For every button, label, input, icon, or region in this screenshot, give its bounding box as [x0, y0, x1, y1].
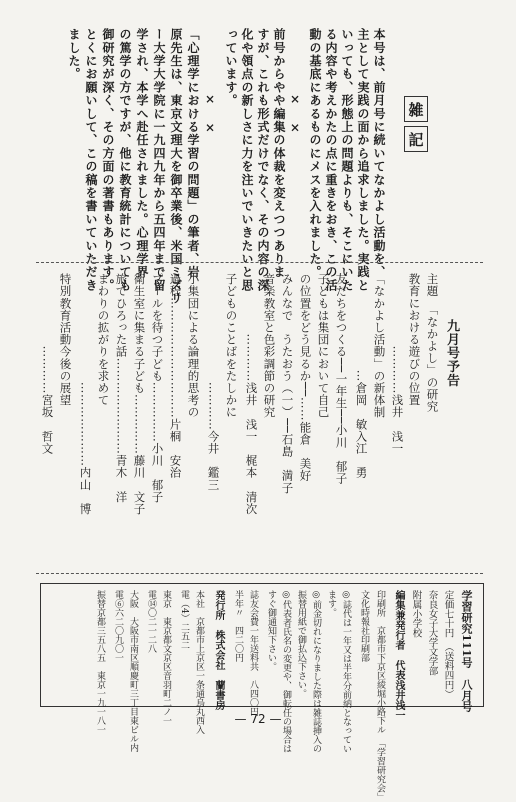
preview-item: プールを待つ子ども……………小川 郁子 [150, 273, 165, 503]
colophon-line: 学習研究111号 八月号 [460, 590, 473, 712]
colophon-line: 誌友会費一年送料共 八四〇円 [248, 590, 258, 716]
preview-item: まわりの拡がりを求めて [96, 273, 111, 407]
editorial-line: 本号は、前月号に続いてなかよし活動を、 [372, 28, 386, 279]
preview-title: 九月号予告 [444, 319, 459, 387]
colophon-line: 振替京都三五八五 東京一九一八一 [95, 590, 105, 734]
colophon-line: 文化時報社印刷部 [359, 590, 369, 662]
editorial-line: っています。 [224, 28, 238, 108]
colophon-line: ます。 [326, 590, 336, 617]
preview-item: 小集団による論理的思考の [186, 273, 201, 419]
preview-item: …………今井 鑑三 [206, 273, 221, 491]
colophon-line: すぐ御通知下さい。 [266, 590, 276, 671]
colophon-line: 印刷所 京都市下京区綾堀小路下ル 「学習研究会」 [375, 590, 385, 802]
section-divider-mark: × × [203, 92, 217, 136]
colophon-line: 定価七十円 （送料四円） [442, 590, 454, 700]
editorial-heading-char-1: 雑 [404, 96, 428, 122]
editorial-line: いっても、形態上の問題よりも、そこにいた [340, 28, 354, 292]
colophon-line: ◎代表者氏名の変更や、御転任の場合は [281, 590, 291, 753]
preview-item: の位置をどう見るか──……能倉 美好 [298, 273, 313, 482]
preview-item: 教育における遊びの位置 [407, 273, 422, 407]
preview-item: 過程…………………………片桐 安治 [168, 273, 183, 479]
preview-item: 「なかよし活動」の新体制 [372, 273, 387, 419]
preview-item: …………浅井 浅一 [390, 273, 405, 455]
colophon-line: 附属小学校 [410, 590, 422, 638]
editorial-line: 化や領点の新しさに力を注いでいきたいと思 [240, 28, 254, 292]
colophon-line: 東京 東京都文京区音羽町二ノ一 [161, 590, 171, 725]
editorial-line: すが、これも形式だけでなく、その内容の深 [256, 28, 270, 292]
section-divider-mark: × × [288, 92, 302, 136]
editorial-line: の篤学の方ですが、他に教育統計についても [118, 28, 132, 292]
colophon-line: 奈良女子大学文学部 [426, 590, 438, 676]
preview-item: みんなで うたおう（一）──石島 満子 [280, 273, 295, 494]
editorial-line: ー大学大学院に一九四九年から五四年まで留 [152, 28, 166, 292]
colophon-line: 電⑥六二〇九〇一 [113, 590, 123, 662]
editorial-line: 学され、本学へ赴任されました。心理学界 [135, 28, 149, 279]
editorial-line: ました。 [67, 28, 81, 81]
preview-item: 音楽教室と色彩調節の研究 [262, 273, 277, 419]
editorial-line: 原先生は、東京文理大を御卒業後、米国ミズリ [169, 28, 183, 306]
preview-item: 特別教育活動今後の展望 [58, 273, 73, 407]
editorial-line: 動の基底にあるものにメスを入れました。 [308, 28, 322, 279]
editorial-line: 御研究が深く、その方面の著書もあります。 [101, 28, 115, 292]
editorial-line: 「心理学における学習の問題」の筆者、岩 [186, 28, 200, 279]
preview-item: …………宮坂 哲文 [40, 273, 55, 455]
next-issue-preview-box [36, 262, 483, 574]
colophon-line: 電（4）二五二 [179, 590, 189, 650]
preview-item: …………………内山 博 [78, 273, 93, 515]
colophon-line: ◎誌代は一年又は半年分前納となってい [341, 590, 351, 753]
preview-item: 子どもは集団において自己 [316, 273, 331, 419]
preview-item: 主題 「なかよし」の研究 [425, 273, 440, 437]
editorial-line: る内容や考えかたの点に重きをおき、この活 [324, 28, 338, 292]
preview-item: 衛生室に集まる子ども……………藤川 文子 [132, 273, 147, 515]
colophon-line: 半年〃 四二〇円 [233, 590, 243, 662]
colophon-line: 編集兼発行者 代表浅井浅一 [393, 590, 404, 720]
editorial-line: 主として実践の面から追求しました。実践と [356, 28, 370, 292]
editorial-heading-char-2: 記 [404, 126, 428, 152]
preview-item: 旅でひろった話……………………青木 洋 [114, 273, 129, 503]
colophon-line: 振替用紙で御払込下さい。 [296, 590, 306, 698]
colophon-line: ◎前金切れになりました際は雑誌挿入の [311, 590, 321, 753]
editorial-line: 前号からやや編集の体裁を変えつつありま [272, 28, 286, 279]
preview-item: 友だちをつくる──一年生──小川 郁子 [334, 273, 349, 485]
colophon-line: 大阪 大阪市南区順慶町三丁目東ビル内 [128, 590, 138, 752]
colophon-line: 本社 京都市上京区一条通烏丸西入 [194, 590, 204, 734]
editorial-line: とくにお願いして、この稿を書いていただき [84, 28, 98, 292]
preview-item: 子どものことばをたしかに [224, 273, 239, 419]
colophon-line: 電⑭〇二一二八 [146, 590, 156, 653]
colophon-line: 発行所 株式会社 蘭書房 [213, 590, 224, 710]
preview-item: …倉岡 敏入江 勇 [354, 273, 369, 479]
page-number: — 72 — [234, 712, 282, 726]
preview-item: …………浅井 浅一 梶本 清次 [244, 273, 259, 515]
